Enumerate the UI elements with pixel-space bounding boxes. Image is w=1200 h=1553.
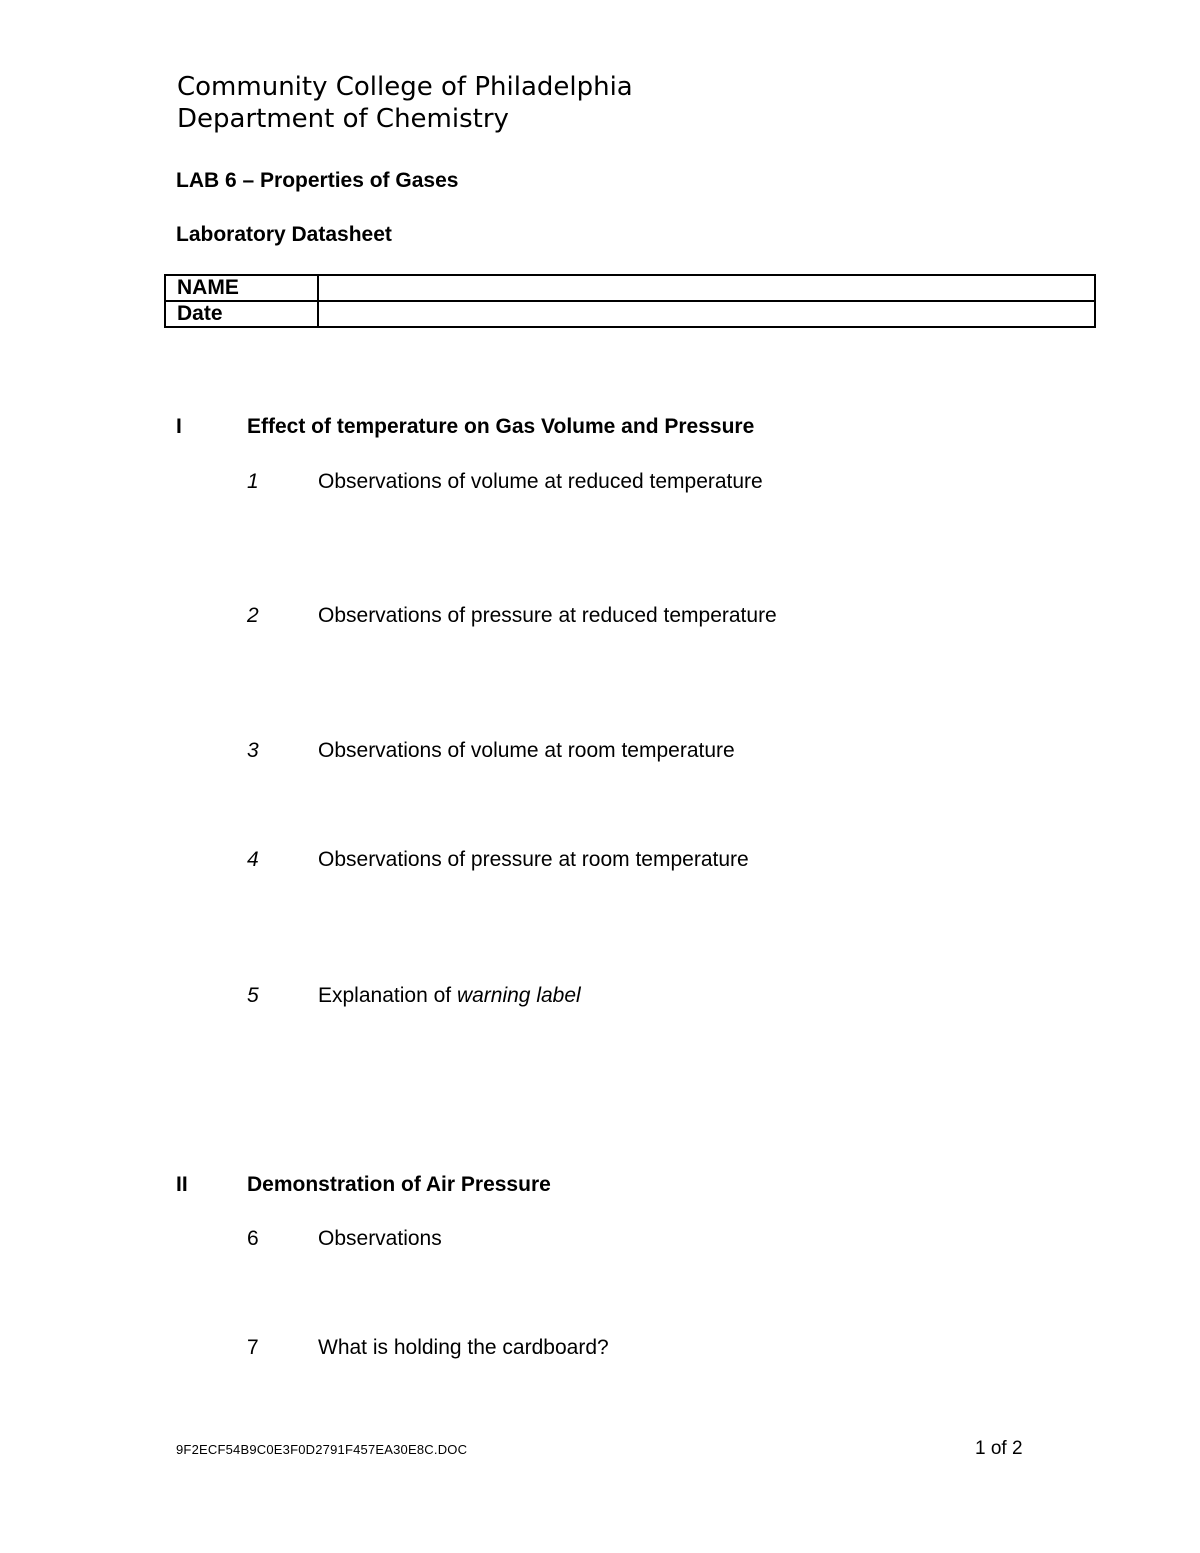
- table-row: [165, 301, 1095, 327]
- section-title: Demonstration of Air Pressure: [247, 1173, 551, 1196]
- student-info-table: [164, 274, 1096, 328]
- institution-name: Community College of Philadelphia: [177, 72, 633, 102]
- question-text: Observations of volume at room temperature: [318, 739, 735, 762]
- question-number: 5: [247, 984, 259, 1007]
- question-text: Observations of pressure at room temperature: [318, 848, 749, 871]
- document-id: 9F2ECF54B9C0E3F0D2791F457EA30E8C.DOC: [176, 1442, 468, 1457]
- lab-title: LAB 6 – Properties of Gases: [176, 169, 459, 192]
- datasheet-title: Laboratory Datasheet: [176, 223, 392, 246]
- section-title: Effect of temperature on Gas Volume and Pressure: [247, 415, 755, 438]
- date-label: Date: [165, 301, 318, 327]
- name-field[interactable]: [318, 275, 1095, 301]
- question-text: [318, 984, 581, 1008]
- warning-label-term: warning label: [456, 984, 581, 1007]
- question-number: 4: [247, 848, 259, 871]
- section-numeral: II: [176, 1173, 188, 1196]
- question-number: 2: [247, 604, 259, 627]
- section-numeral: I: [176, 415, 182, 438]
- table-row: [165, 275, 1095, 301]
- question-text: What is holding the cardboard?: [318, 1336, 609, 1359]
- question-text: Observations: [318, 1227, 442, 1250]
- question-text: Observations of volume at reduced temperature: [318, 470, 763, 493]
- question-number: 3: [247, 739, 259, 762]
- department-name: Department of Chemistry: [177, 104, 509, 134]
- page-number: 1 of 2: [975, 1438, 1023, 1459]
- question-number: 6: [247, 1227, 259, 1250]
- question-text-prefix: Explanation of: [318, 984, 457, 1007]
- date-field[interactable]: [318, 301, 1095, 327]
- question-number: 7: [247, 1336, 259, 1359]
- question-text: Observations of pressure at reduced temperature: [318, 604, 777, 627]
- question-number: 1: [247, 470, 259, 493]
- name-label: NAME: [165, 275, 318, 301]
